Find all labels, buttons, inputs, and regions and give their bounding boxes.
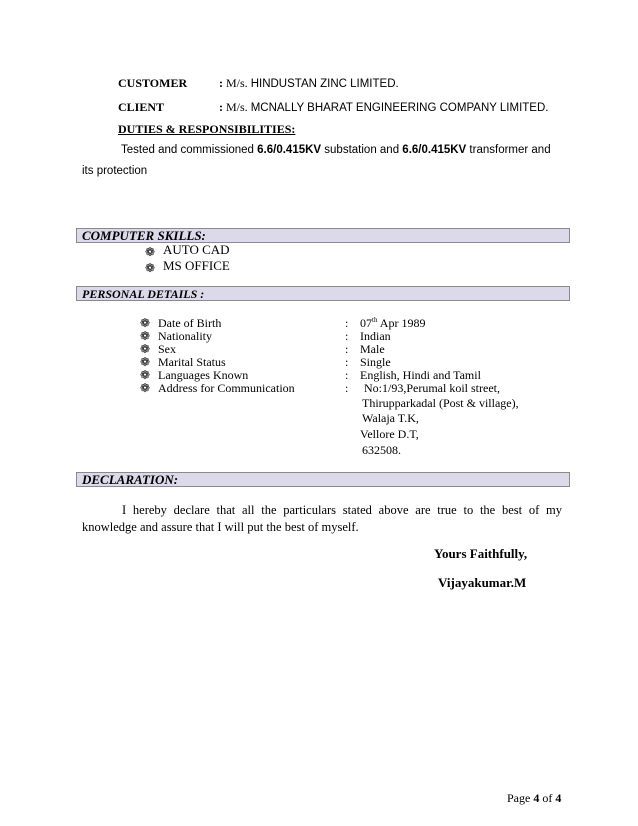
detail-value: Male bbox=[360, 342, 385, 356]
bullet-icon: ❁ bbox=[140, 355, 151, 369]
bullet-icon: ❁ bbox=[140, 381, 151, 395]
address-line: Walaja T.K, bbox=[362, 411, 419, 425]
client-name: MCNALLY BHARAT ENGINEERING COMPANY LIMITED. bbox=[250, 102, 549, 114]
client-label: CLIENT bbox=[118, 100, 165, 114]
address-line: Thirupparkadal (Post & village), bbox=[362, 396, 519, 410]
client-colon: : bbox=[219, 100, 223, 114]
detail-colon: : bbox=[345, 329, 349, 343]
declaration-text: I hereby declare that all the particulars stated above are true to the best of my knowledge and assure that I will put the best of myself. bbox=[82, 503, 562, 534]
detail-label: Address for Communication bbox=[158, 381, 295, 395]
bullet-icon: ❁ bbox=[145, 245, 156, 259]
personal-details-bar bbox=[76, 286, 570, 301]
detail-label: Marital Status bbox=[158, 355, 226, 369]
detail-value: Indian bbox=[360, 329, 391, 343]
client-value bbox=[219, 100, 548, 115]
detail-value: No:1/93,Perumal koil street, bbox=[364, 381, 500, 395]
detail-label: Date of Birth bbox=[158, 316, 222, 330]
detail-colon: : bbox=[345, 316, 349, 330]
detail-label: Nationality bbox=[158, 329, 212, 343]
skill-item-label: AUTO CAD bbox=[163, 242, 230, 257]
detail-colon: : bbox=[345, 342, 349, 356]
declaration-bar bbox=[76, 472, 570, 487]
computer-skills-bar bbox=[76, 228, 570, 243]
duties-line-1: Tested and commissioned 6.6/0.415KV substation and 6.6/0.415KV transformer and bbox=[121, 144, 551, 156]
detail-label: Sex bbox=[158, 342, 176, 356]
customer-value bbox=[219, 76, 399, 91]
declaration-heading: DECLARATION: bbox=[82, 472, 179, 487]
address-line: Vellore D.T, bbox=[360, 427, 419, 441]
detail-label: Languages Known bbox=[158, 368, 249, 382]
detail-value: English, Hindi and Tamil bbox=[360, 368, 481, 382]
duties-heading: DUTIES & RESPONSIBILITIES: bbox=[118, 122, 296, 136]
customer-colon: : bbox=[219, 76, 223, 90]
signature-name: Vijayakumar.M bbox=[438, 575, 527, 590]
client-prefix: M/s. bbox=[226, 100, 248, 114]
computer-skills-heading: COMPUTER SKILLS: bbox=[82, 228, 206, 243]
page-number: Page 4 of 4 bbox=[507, 791, 562, 805]
personal-details-heading: PERSONAL DETAILS : bbox=[82, 287, 205, 301]
address-line: 632508. bbox=[362, 443, 401, 457]
customer-name: HINDUSTAN ZINC LIMITED. bbox=[250, 78, 399, 90]
detail-value: Single bbox=[360, 355, 391, 369]
duties-line-2: its protection bbox=[82, 165, 148, 177]
detail-colon: : bbox=[345, 381, 349, 395]
skill-item bbox=[145, 259, 155, 277]
detail-colon: : bbox=[345, 368, 349, 382]
detail-colon: : bbox=[345, 355, 349, 369]
closing-text: Yours Faithfully, bbox=[434, 546, 528, 561]
bullet-icon: ❁ bbox=[140, 368, 151, 382]
skill-item-label: MS OFFICE bbox=[163, 258, 230, 273]
bullet-icon: ❁ bbox=[140, 342, 151, 356]
bullet-icon: ❁ bbox=[140, 316, 151, 330]
bullet-icon: ❁ bbox=[140, 329, 151, 343]
customer-label: CUSTOMER bbox=[118, 76, 188, 90]
bullet-icon: ❁ bbox=[145, 261, 156, 275]
detail-value: 07th Apr 1989 bbox=[360, 316, 426, 330]
customer-prefix: M/s. bbox=[226, 76, 248, 90]
